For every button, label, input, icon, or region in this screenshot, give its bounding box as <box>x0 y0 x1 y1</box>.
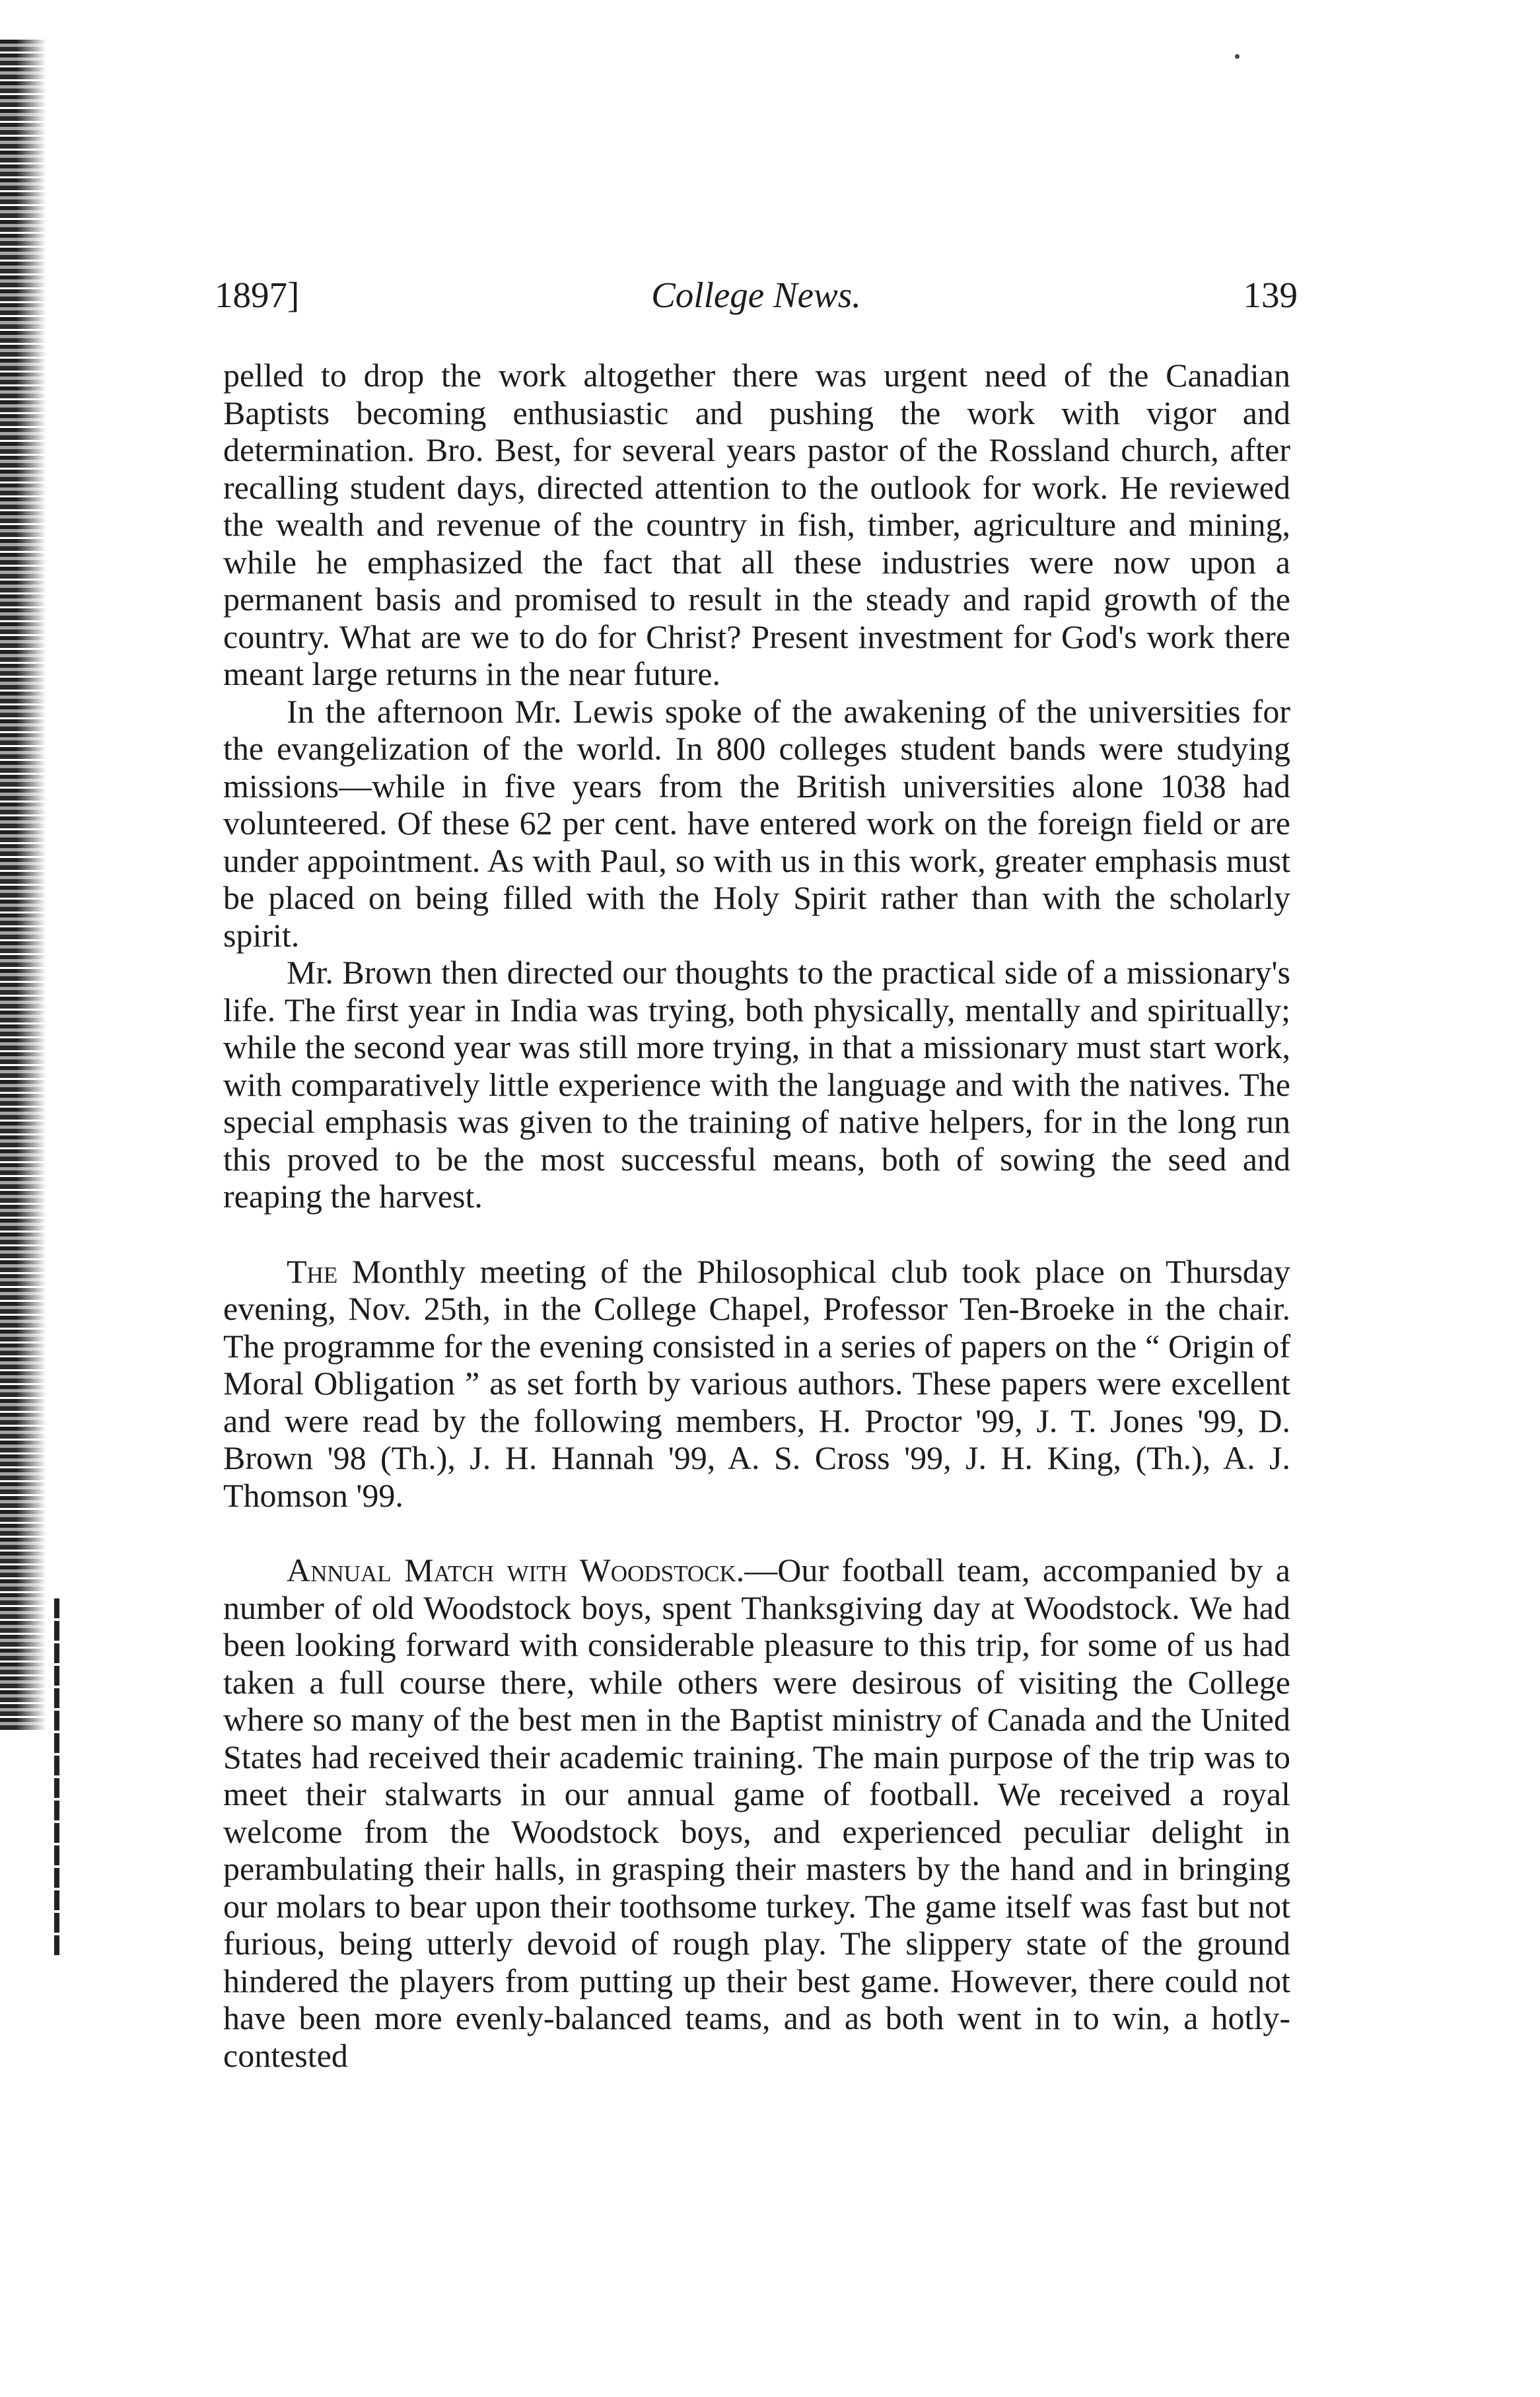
paragraph-lead: The <box>287 1252 338 1290</box>
paragraph-woodstock-match <box>223 1552 1290 2074</box>
paragraph-text: pelled to drop the work altogether there was urgent need of the Canadian Baptists becoming enthusiastic and pushing the work with vigor and determination. Bro. Best, for several years pastor of the Rossland church, after recalling student days, directed attention to the outlook for work. He reviewed the wealth and revenue of the country in fish, timber, agriculture and mining, while he emphasized the fact that all these industries were now upon a permanent basis and promised to result in the steady and rapid growth of the country. What are we to do for Christ? Present investment for God's work there meant large returns in the near future. <box>223 357 1290 692</box>
paragraph-lead: Annual Match with Woodstock. <box>287 1552 745 1589</box>
paragraph-text: Monthly meeting of the Philosophical club took place on Thursday evening, Nov. 25th, in the College Chapel, Professor Ten-Broeke in the chair. The programme for the evening consisted in a series of papers on the “ Origin of Moral Obligation ” as set forth by various authors. These papers were excellent and were read by the following members, H. Proctor '99, J. T. Jones '99, D. Brown '98 (Th.), J. H. Hannah '99, A. S. Cross '99, J. H. King, (Th.), A. J. Thomson '99. <box>223 1252 1290 1514</box>
page-number: 139 <box>1243 275 1298 315</box>
paragraph-missions-continued <box>223 357 1290 693</box>
running-title: College News. <box>651 275 861 315</box>
header-year: 1897] <box>215 275 300 315</box>
print-speck <box>1235 54 1240 59</box>
paragraph-text: —Our football team, accompanied by a number of old Woodstock boys, spent Thanksgiving day at Woodstock. We had been looking forward with considerable pleasure to this trip, for some of us had taken a full course there, while others were desirous of visiting the College where so many of the best men in the Baptist ministry of Canada and the United States had received their academic training. The main purpose of the trip was to meet their stalwarts in our annual game of football. We received a royal welcome from the Woodstock boys, and experienced peculiar delight in perambulating their halls, in grasping their masters by the hand and in bringing our molars to bear upon their toothsome turkey. The game itself was fast but not furious, being utterly devoid of rough play. The slippery state of the ground hindered the players from putting up their best game. However, there could not have been more evenly-balanced teams, and as both went in to win, a hotly-contested <box>223 1552 1290 2074</box>
page-header <box>215 274 1298 327</box>
paragraph-text: In the afternoon Mr. Lewis spoke of the awakening of the universities for the evangelization of the world. In 800 colleges student bands were studying missions—while in five years from the British universities alone 1038 had volunteered. Of these 62 per cent. have entered work on the foreign field or are under appointment. As with Paul, so with us in this work, greater emphasis must be placed on being filled with the Holy Spirit rather than with the scholarly spirit. <box>223 692 1290 954</box>
article-body <box>223 357 1290 2074</box>
paragraph-brown-talk <box>223 954 1290 1215</box>
binding-edge-shadow <box>0 40 46 1731</box>
paragraph-lewis-talk <box>223 693 1290 954</box>
binding-edge-line <box>54 1598 59 1955</box>
paragraph-philosophical-club <box>223 1253 1290 1515</box>
paragraph-text: Mr. Brown then directed our thoughts to the practical side of a missionary's life. The first year in India was trying, both physically, mentally and spiritually; while the second year was still more trying, in that a missionary must start work, with comparatively little experience with the language and with the natives. The special emphasis was given to the training of native helpers, for in the long run this proved to be the most successful means, both of sowing the seed and reaping the harvest. <box>223 954 1290 1215</box>
